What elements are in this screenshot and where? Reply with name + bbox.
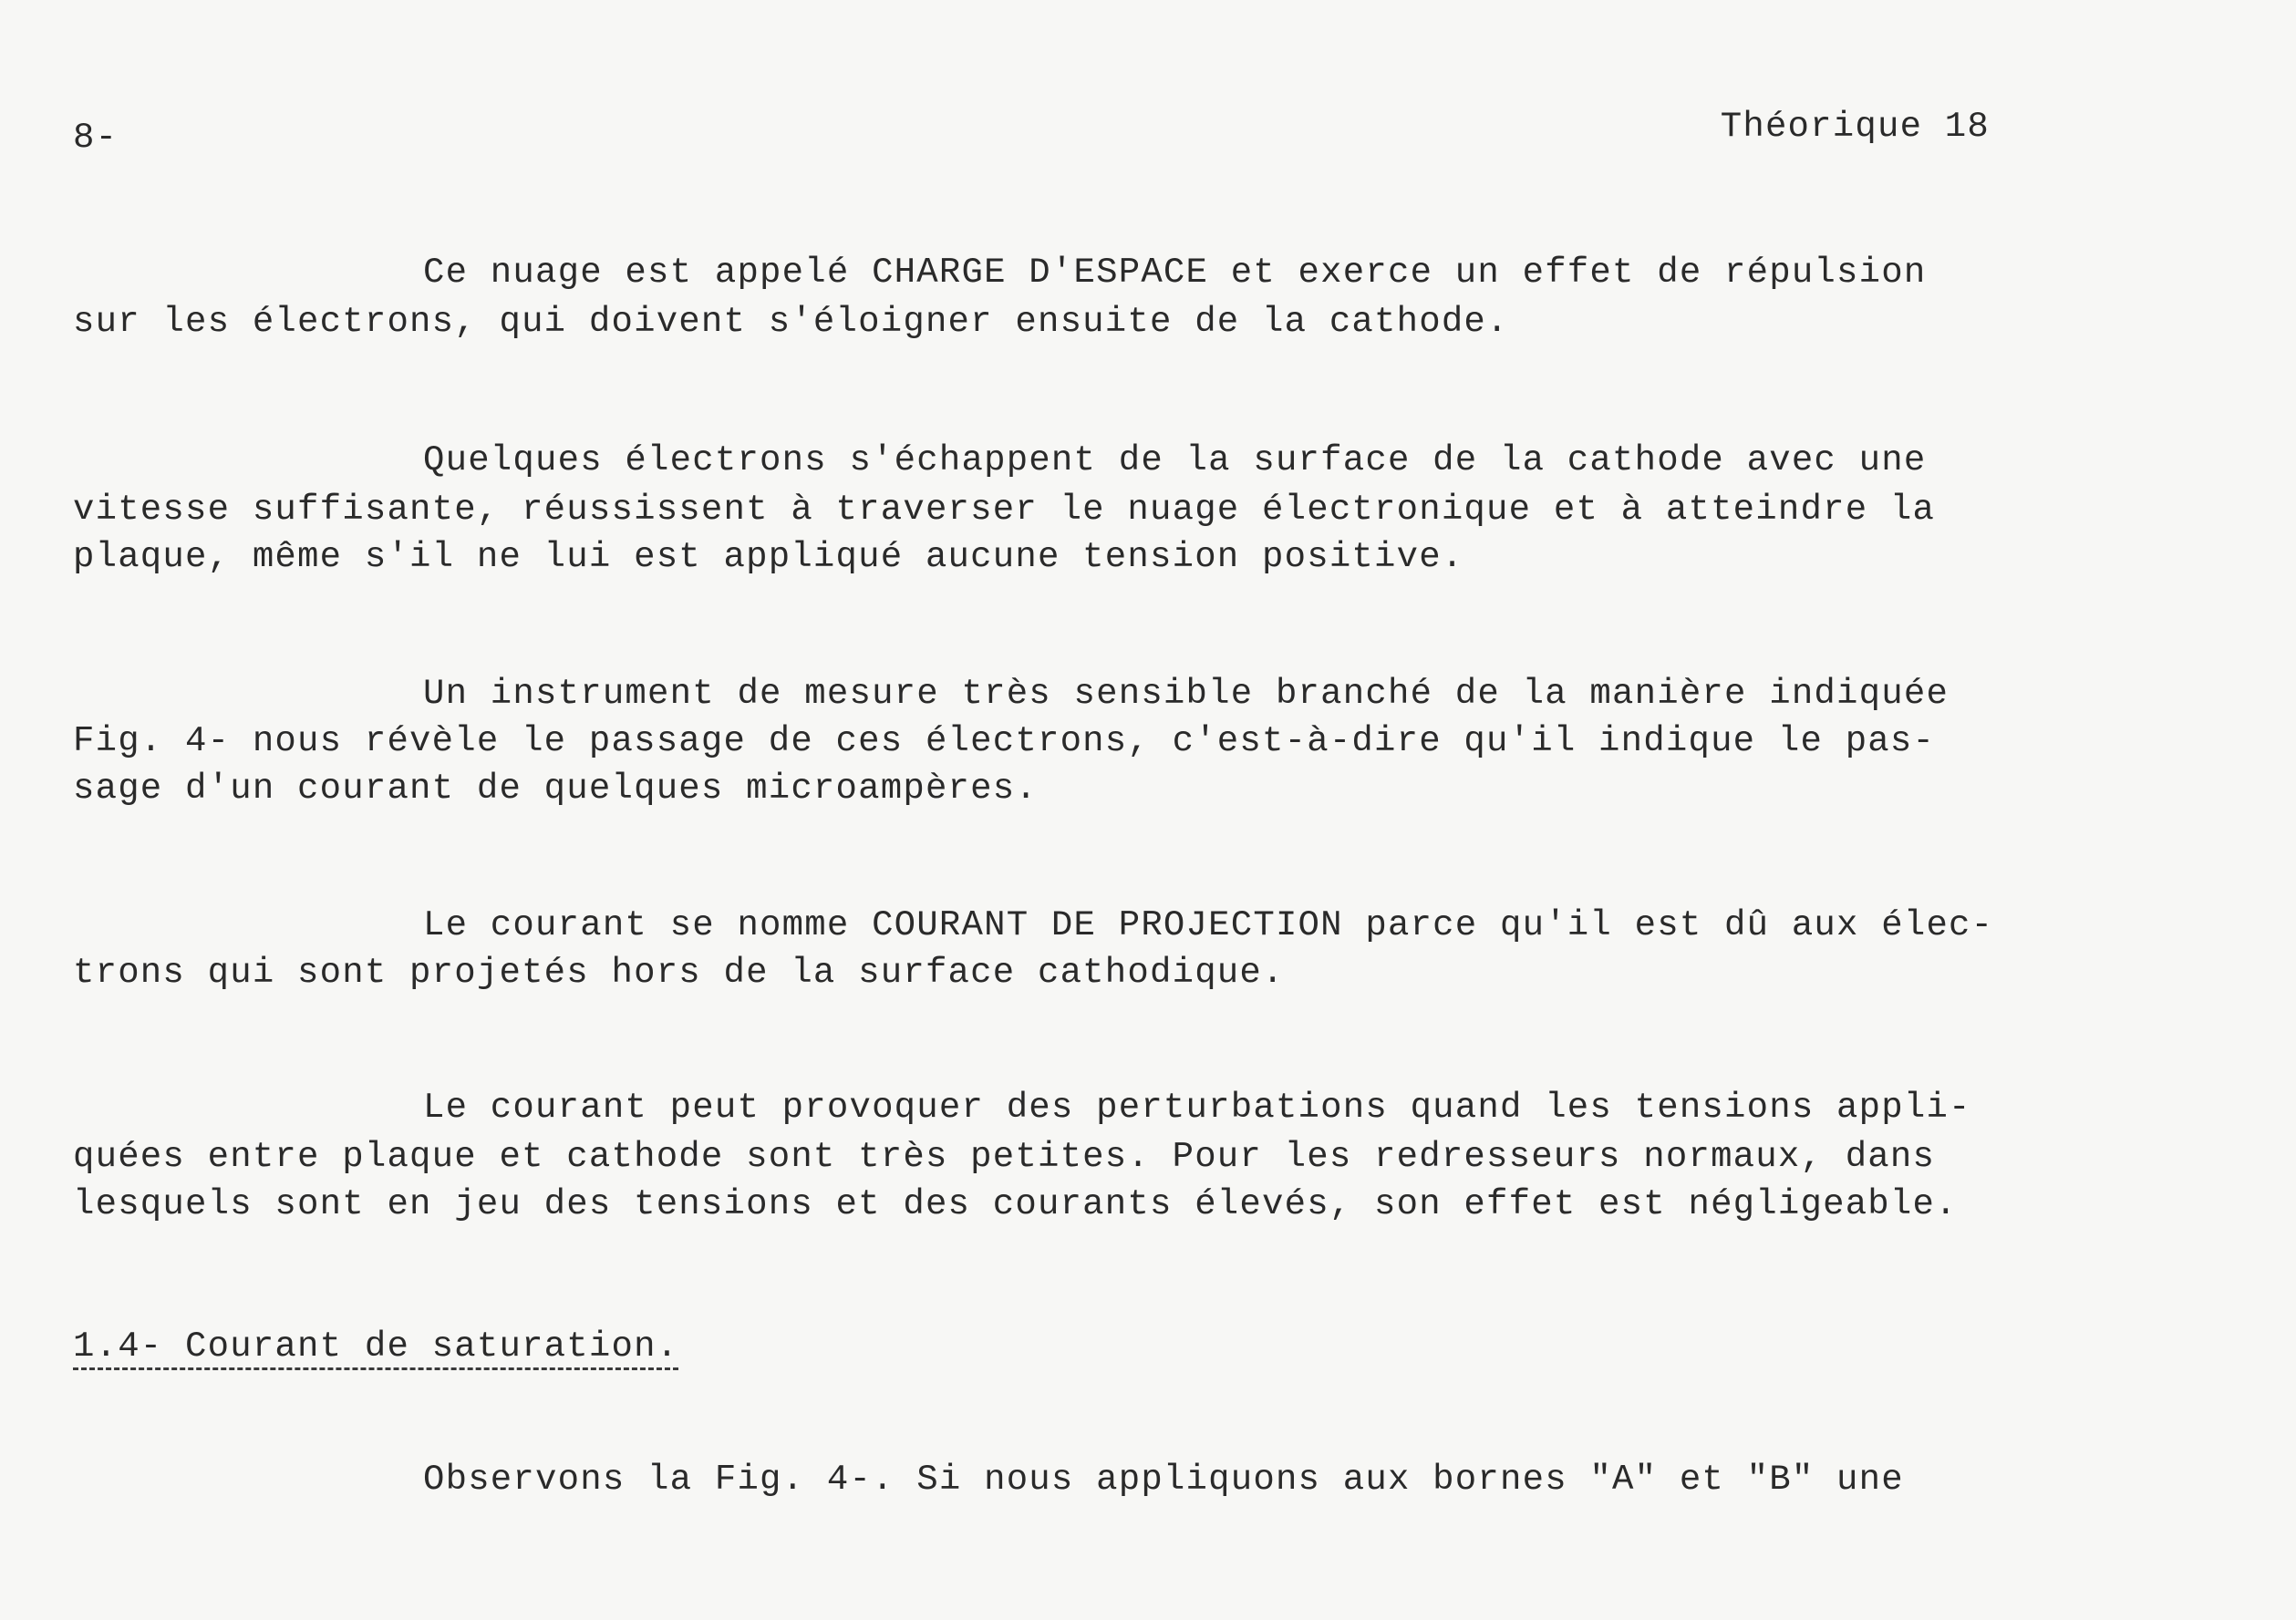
paragraph-4-line-1: Le courant se nomme COURANT DE PROJECTION parce qu'il est dû aux élec- — [423, 905, 1994, 945]
paragraph-1-line-1: Ce nuage est appelé CHARGE D'ESPACE et exerce un effet de répulsion — [423, 253, 1927, 293]
paragraph-5-line-2: quées entre plaque et cathode sont très petites. Pour les redresseurs normaux, dans — [73, 1137, 1936, 1177]
paragraph-2-line-3: plaque, même s'il ne lui est appliqué aucune tension positive. — [73, 537, 1464, 577]
section-heading-underline — [73, 1367, 678, 1370]
paragraph-5-line-3: lesquels sont en jeu des tensions et des courants élevés, son effet est négligeable. — [73, 1184, 1958, 1224]
paragraph-1-line-2: sur les électrons, qui doivent s'éloigner ensuite de la cathode. — [73, 302, 1509, 342]
page-number: 8- — [73, 118, 119, 158]
paragraph-3-line-1: Un instrument de mesure très sensible branché de la manière indiquée — [423, 674, 1950, 714]
running-head: Théorique 18 — [1720, 107, 1990, 147]
paragraph-5-line-1: Le courant peut provoquer des perturbations quand les tensions appli- — [423, 1088, 1971, 1128]
section-heading: 1.4- Courant de saturation. — [73, 1326, 679, 1367]
paragraph-4-line-2: trons qui sont projetés hors de la surface cathodique. — [73, 953, 1285, 993]
paragraph-2-line-2: vitesse suffisante, réussissent à traverser le nuage électronique et à atteindre la — [73, 490, 1936, 530]
paragraph-3-line-3: sage d'un courant de quelques microampères. — [73, 769, 1038, 809]
paragraph-3-line-2: Fig. 4- nous révèle le passage de ces électrons, c'est-à-dire qu'il indique le pas- — [73, 721, 1936, 761]
closing-paragraph-line-1: Observons la Fig. 4-. Si nous appliquons aux bornes "A" et "B" une — [423, 1460, 1904, 1500]
paragraph-2-line-1: Quelques électrons s'échappent de la surface de la cathode avec une — [423, 440, 1927, 480]
